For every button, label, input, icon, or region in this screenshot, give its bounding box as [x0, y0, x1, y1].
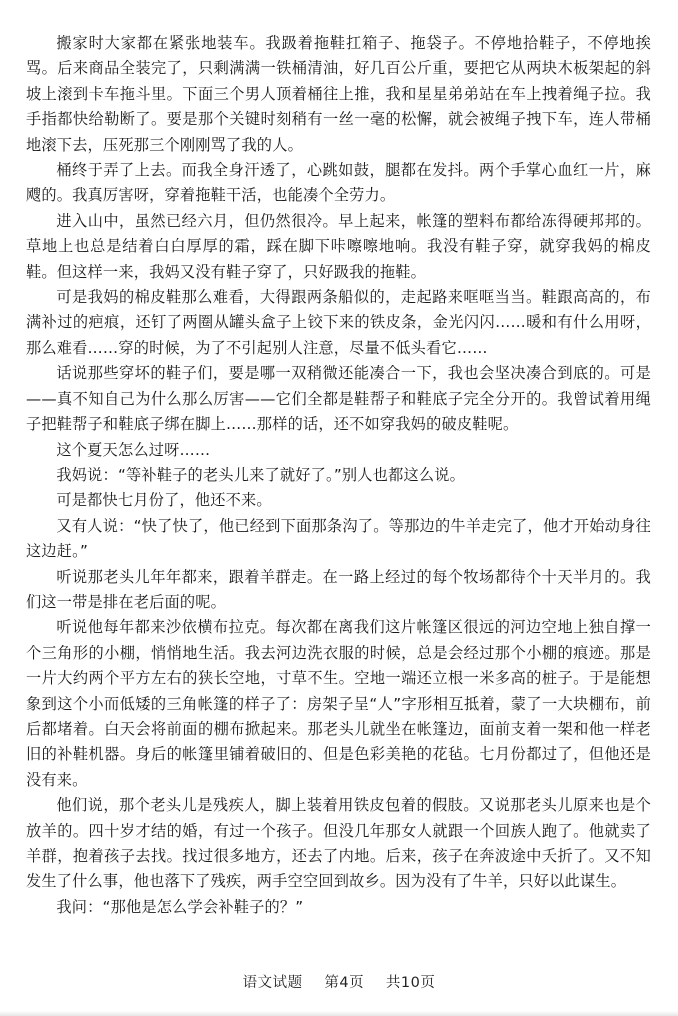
paragraph: 话说那些穿坏的鞋子们，要是哪一双稍微还能凑合一下，我也会坚决凑合到底的。可是——真不知自己为什么那么厉害——它们全都是鞋帮子和鞋底子完全分开的。我曾试着用绳子把鞋帮子和鞋底子绑在脚上……那样的话，还不如穿我妈的破皮鞋呢。 [26, 364, 651, 434]
paragraph: 我妈说：“等补鞋子的老头儿来了就好了。”别人也都这么说。 [56, 465, 466, 484]
footer-page-total: 共10页 [385, 975, 436, 991]
paragraph: 这个夏天怎么过呀…… [56, 440, 211, 459]
paragraph: 可是我妈的棉皮鞋那么难看，大得跟两条船似的，走起路来哐哐当当。鞋跟高高的，布满补过的疤痕，还钉了两圈从罐头盒子上铰下来的铁皮条，金光闪闪……暖和有什么用呀，那么难看……穿的时候，为了不引起别人注意，尽量不低头看它…… [26, 288, 651, 357]
paragraph: 他们说，那个老头儿是残疾人，脚上装着用铁皮包着的假肢。又说那老头儿原来也是个放羊的。四十岁才结的婚，有过一个孩子。但没几年那女人就跟一个回族人跑了。他就卖了羊群，抱着孩子去找。找过很多地方，还去了内地。后来，孩子在奔波途中夭折了。又不知发生了什么事，他也落下了残疾，两手空空回到故乡。因为没有了牛羊，只好以此谋生。 [26, 796, 651, 891]
reading-passage [26, 31, 651, 920]
paragraph: 进入山中，虽然已经六月，但仍然很冷。早上起来，帐篷的塑料布都给冻得硬邦邦的。草地上也总是结着白白厚厚的霜，踩在脚下咔嚓嚓地响。我没有鞋子穿，就穿我妈的棉皮鞋。但这样一来，我妈又没有鞋子穿了，只好趿我的拖鞋。 [26, 211, 651, 281]
paragraph: 搬家时大家都在紧张地装车。我趿着拖鞋扛箱子、拖袋子。不停地拾鞋子，不停地挨骂。后来商品全装完了，只剩满满一铁桶清油，好几百公斤重，要把它从两块木板架起的斜坡上滚到卡车拖斗里。下面三个男人顶着桶往上推，我和星星弟弟站在车上拽着绳子拉。我手指都快给勒断了。要是那个关键时刻稍有一丝一毫的松懈，就会被绳子拽下车，连人带桶地滚下去，压死那三个刚刚骂了我的人。 [26, 34, 651, 154]
paragraph: 我问：“那他是怎么学会补鞋子的？” [56, 897, 304, 916]
paragraph: 听说那老头儿年年都来，跟着羊群走。在一路上经过的每个牧场都待个十天半月的。我们这一带是排在老后面的呢。 [26, 567, 651, 611]
footer-doc-title: 语文试题 [242, 975, 303, 991]
paragraph: 桶终于弄了上去。而我全身汗透了，心跳如鼓，腿都在发抖。两个手掌心血红一片，麻飕的。我真厉害呀，穿着拖鞋干活，也能凑个全劳力。 [26, 161, 651, 205]
paragraph: 可是都快七月份了，他还不来。 [56, 491, 272, 510]
paragraph: 听说他每年都来沙依横布拉克。每次都在离我们这片帐篷区很远的河边空地上独自撑一个三角形的小棚，悄悄地生活。我去河边洗衣服的时候，总是会经过那个小棚的痕迹。那是一片大约两个平方左右的狭长空地，寸草不生。空地一端还立根一米多高的桩子。于是能想象到这个小而低矮的三角帐篷的样子了：房架子呈“人”字形相互抵着，蒙了一大块棚布，前后都堵着。白天会将前面的棚布掀起来。那老头儿就坐在帐篷边，面前支着一架和他一样老旧的补鞋机器。身后的帐篷里铺着破旧的、但是色彩美艳的花毡。七月份都过了，但他还是没有来。 [26, 618, 651, 789]
paragraph: 又有人说：“快了快了，他已经到下面那条沟了。等那边的牛羊走完了，他才开始动身往这边赶。” [26, 516, 651, 561]
footer-page-number: 第4页 [324, 975, 365, 991]
page-footer [0, 971, 678, 992]
